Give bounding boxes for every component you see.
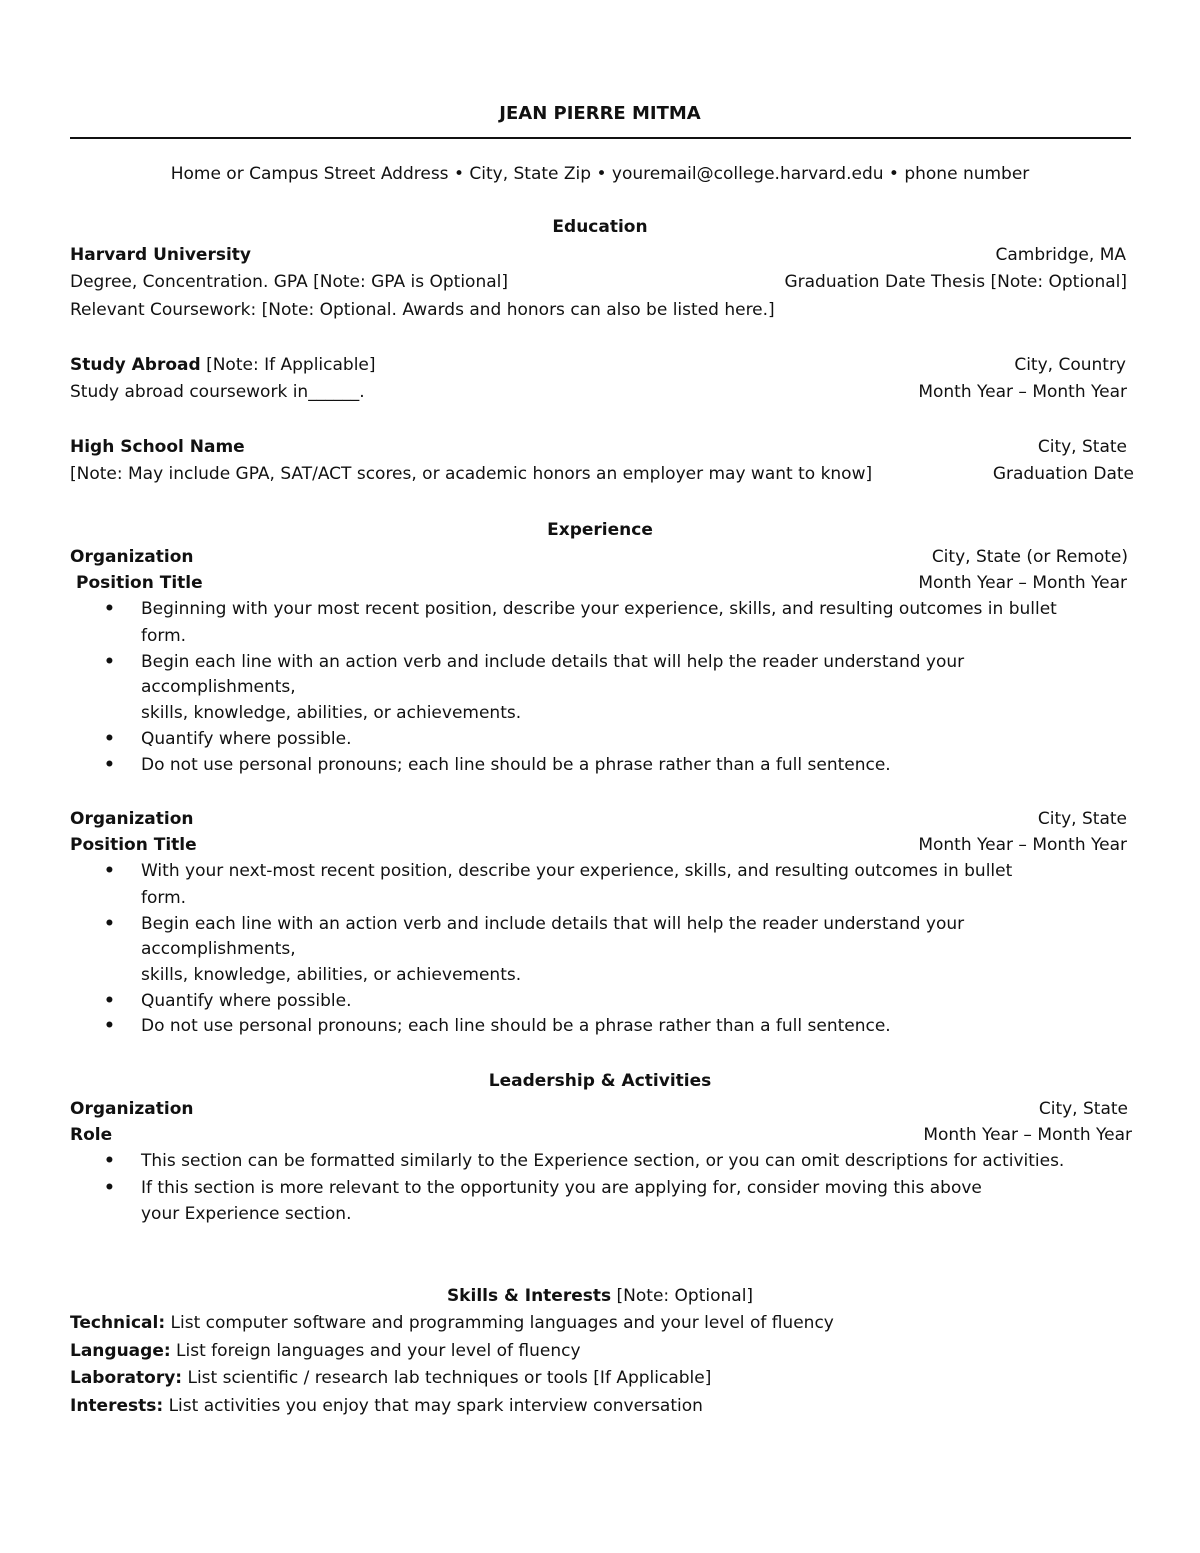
resume-name: JEAN PIERRE MITMA [499, 103, 701, 124]
skill-language [70, 1340, 581, 1362]
leadership-heading: Leadership & Activities [488, 1071, 712, 1091]
graduation-thesis-line: Graduation Date Thesis [Note: Optional] [784, 272, 1127, 292]
study-abroad-note: [Note: If Applicable] [200, 355, 376, 375]
bullet-marker [104, 651, 114, 661]
leadership-bullet-2: If this section is more relevant to the opportunity you are applying for, consider moving this above [141, 1178, 982, 1198]
leadership-location: City, State [1038, 1099, 1128, 1119]
study-abroad-name: Study Abroad [70, 355, 201, 375]
job1-bullet-4: Do not use personal pronouns; each line should be a phrase rather than a full sentence. [141, 755, 891, 775]
job2-bullet-4: Do not use personal pronouns; each line should be a phrase rather than a full sentence. [141, 1016, 891, 1036]
study-abroad-line [70, 354, 376, 376]
study-abroad-location: City, Country [1014, 355, 1126, 375]
education-heading: Education [552, 217, 648, 237]
job1-bullet-1: Beginning with your most recent position, describe your experience, skills, and resulting outcomes in bullet [141, 599, 1057, 619]
job2-organization: Organization [70, 809, 194, 829]
job1-title: Position Title [76, 573, 203, 593]
skill-laboratory [70, 1367, 711, 1389]
coursework-line: Relevant Coursework: [Note: Optional. Awards and honors can also be listed here.] [70, 300, 775, 320]
bullet-marker [104, 754, 114, 764]
job1-bullet-2-cont2: skills, knowledge, abilities, or achievements. [141, 703, 522, 723]
bullet-marker [104, 728, 114, 738]
study-abroad-coursework: Study abroad coursework in______. [70, 382, 365, 402]
contact-line: Home or Campus Street Address • City, State Zip • youremail@college.harvard.edu • phone number [170, 164, 1030, 184]
leadership-dates: Month Year – Month Year [923, 1125, 1132, 1145]
skill-text: List computer software and programming languages and your level of fluency [165, 1313, 834, 1333]
skill-text: List foreign languages and your level of fluency [170, 1341, 581, 1361]
job1-bullet-2-cont: accomplishments, [141, 677, 296, 697]
job1-bullet-1-cont: form. [141, 626, 187, 646]
skill-label: Technical: [70, 1313, 166, 1333]
leadership-role: Role [70, 1125, 113, 1145]
header-divider [70, 137, 1131, 139]
leadership-organization: Organization [70, 1099, 194, 1119]
job2-bullet-2: Begin each line with an action verb and include details that will help the reader understand your [141, 914, 965, 934]
degree-line: Degree, Concentration. GPA [Note: GPA is Optional] [70, 272, 508, 292]
bullet-marker [104, 1177, 114, 1187]
bullet-marker [104, 598, 114, 608]
skill-text: List scientific / research lab techniques or tools [If Applicable] [182, 1368, 712, 1388]
school-name-harvard: Harvard University [70, 245, 251, 265]
job1-organization: Organization [70, 547, 194, 567]
high-school-graduation: Graduation Date [992, 464, 1134, 484]
experience-heading: Experience [547, 520, 653, 540]
skills-heading: Skills & Interests [446, 1286, 612, 1306]
bullet-marker [104, 860, 114, 870]
bullet-marker [104, 1150, 114, 1160]
skill-text: List activities you enjoy that may spark interview conversation [163, 1396, 703, 1416]
skill-label: Interests: [70, 1396, 164, 1416]
job2-bullet-1-cont: form. [141, 888, 187, 908]
job2-bullet-3: Quantify where possible. [141, 991, 352, 1011]
job1-bullet-2: Begin each line with an action verb and include details that will help the reader understand your [141, 652, 965, 672]
leadership-bullet-1: This section can be formatted similarly to the Experience section, or you can omit descriptions for activities. [141, 1151, 1065, 1171]
job2-location: City, State [1037, 809, 1127, 829]
skills-heading-line [0, 1285, 1200, 1307]
job1-dates: Month Year – Month Year [918, 573, 1127, 593]
skill-technical [70, 1312, 834, 1334]
bullet-marker [104, 990, 114, 1000]
job2-bullet-2-cont2: skills, knowledge, abilities, or achievements. [141, 965, 522, 985]
skill-label: Language: [70, 1341, 171, 1361]
high-school-name: High School Name [70, 437, 245, 457]
leadership-bullet-2-cont: your Experience section. [141, 1204, 352, 1224]
high-school-note: [Note: May include GPA, SAT/ACT scores, or academic honors an employer may want to know] [70, 464, 873, 484]
job2-bullet-2-cont: accomplishments, [141, 939, 296, 959]
job2-bullet-1: With your next-most recent position, describe your experience, skills, and resulting outcomes in bullet [141, 861, 1013, 881]
school-location-harvard: Cambridge, MA [995, 245, 1126, 265]
job2-title: Position Title [70, 835, 197, 855]
job1-bullet-3: Quantify where possible. [141, 729, 352, 749]
skill-interests [70, 1395, 703, 1417]
bullet-marker [104, 1015, 114, 1025]
job2-dates: Month Year – Month Year [918, 835, 1127, 855]
high-school-location: City, State [1037, 437, 1127, 457]
job1-location: City, State (or Remote) [931, 547, 1128, 567]
study-abroad-dates: Month Year – Month Year [918, 382, 1127, 402]
skill-label: Laboratory: [70, 1368, 183, 1388]
skills-heading-note: [Note: Optional] [611, 1286, 754, 1306]
bullet-marker [104, 913, 114, 923]
